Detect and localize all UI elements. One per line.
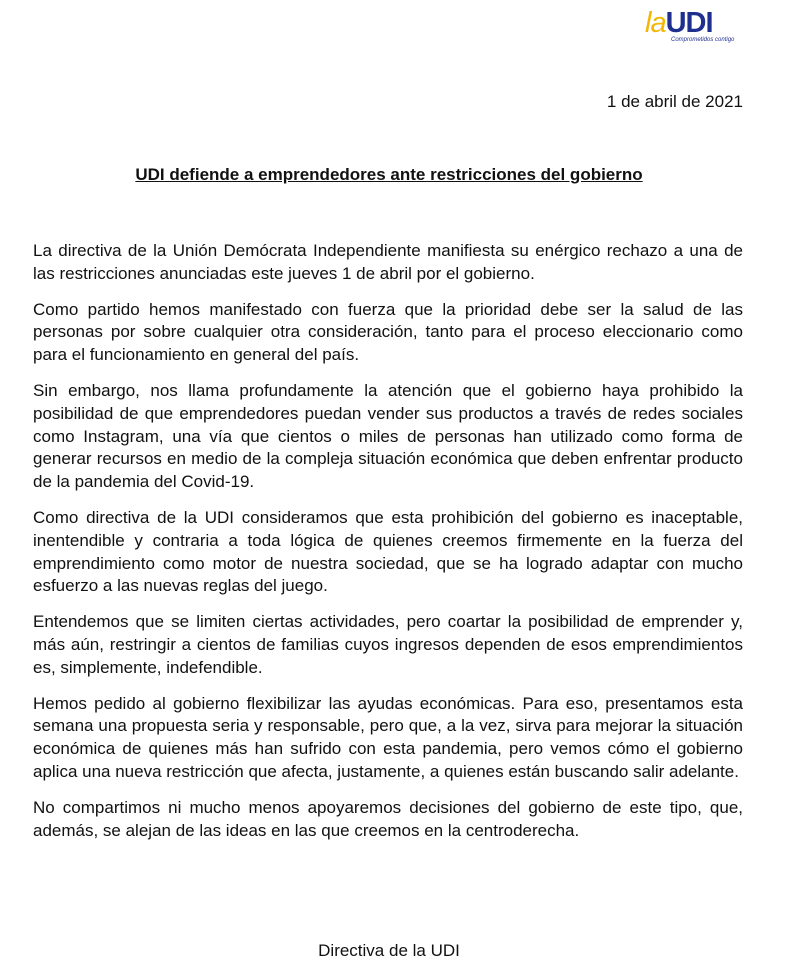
paragraph: Hemos pedido al gobierno flexibilizar las ayudas económicas. Para eso, presentamos esta semana una propuesta seria y responsable, pero que, a la vez, sirva para mejorar la situación económica de quienes más han sufrido con esta pandemia, pero vemos cómo el gobierno aplica una nueva restricción que afecta, justamente, a quienes están buscando salir adelante.: [33, 693, 743, 781]
paragraph: Entendemos que se limiten ciertas actividades, pero coartar la posibilidad de emprender y, más aún, restringir a cientos de familias cuyos ingresos dependen de esos emprendimientos es, simplemente, indefendible.: [33, 612, 743, 677]
paragraph: Como partido hemos manifestado con fuerza que la prioridad debe ser la salud de las personas por sobre cualquier otra consideración, tanto para el proceso eleccionario como para el funcionamiento en general del país.: [33, 299, 743, 365]
paragraph: Sin embargo, nos llama profundamente la atención que el gobierno haya prohibido la posibilidad de que emprendedores puedan vender sus productos a través de redes sociales como Instagram, una vía que cientos o miles de personas han utilizado como forma de generar recursos en medio de la compleja situación económica que deben enfrentar producto de la pandemia del Covid-19.: [33, 380, 743, 492]
logo-wordmark: [645, 8, 735, 38]
document-title: UDI defiende a emprendedores ante restricciones del gobierno: [135, 165, 643, 184]
document-date: 1 de abril de 2021: [606, 92, 743, 111]
document-signature: Directiva de la UDI: [318, 941, 460, 960]
logo-la-text: la: [645, 7, 666, 39]
udi-logo: [645, 8, 735, 48]
logo-udi-text: UDI: [665, 7, 713, 39]
logo-tagline: Comprometidos contigo: [671, 37, 735, 43]
document-body: [33, 240, 743, 855]
paragraph: La directiva de la Unión Demócrata Independiente manifiesta su enérgico rechazo a una de las restricciones anunciadas este jueves 1 de abril por el gobierno.: [33, 241, 743, 283]
paragraph: No compartimos ni mucho menos apoyaremos decisiones del gobierno de este tipo, que, además, se alejan de las ideas en las que creemos en la centroderecha.: [33, 797, 743, 840]
paragraph: Como directiva de la UDI consideramos que esta prohibición del gobierno es inaceptable, inentendible y contraria a toda lógica de quienes creemos firmemente en la fuerza del emprendimiento como motor de nuestra sociedad, que se ha logrado adaptar con mucho esfuerzo a las nuevas reglas del juego.: [33, 507, 743, 596]
